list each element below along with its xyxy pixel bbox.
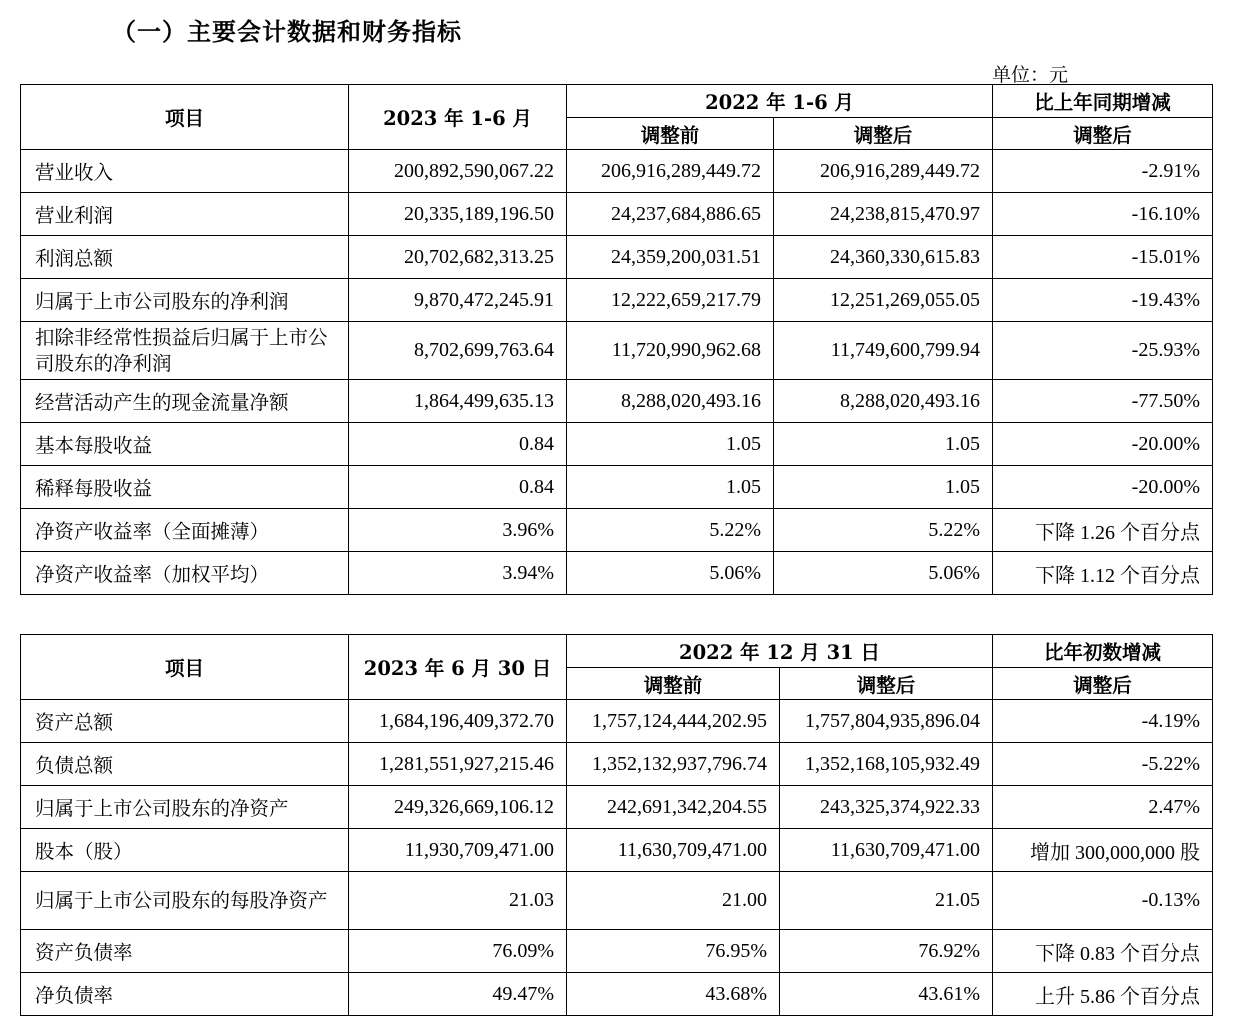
change-value-cell: -5.22% (993, 743, 1213, 786)
row-label-cell: 经营活动产生的现金流量净额 (21, 380, 349, 423)
before-adjust-value-cell: 76.95% (567, 930, 780, 973)
row-label-cell: 归属于上市公司股东的每股净资产 (21, 872, 349, 930)
current-value-cell: 249,326,669,106.12 (349, 786, 567, 829)
header-prior-before: 调整前 (567, 118, 774, 150)
current-value-cell: 1,864,499,635.13 (349, 380, 567, 423)
before-adjust-value-cell: 11,720,990,962.68 (567, 322, 774, 380)
row-label-cell: 利润总额 (21, 236, 349, 279)
change-value-cell: -20.00% (993, 466, 1213, 509)
row-label-cell: 基本每股收益 (21, 423, 349, 466)
after-adjust-value-cell: 1,352,168,105,932.49 (780, 743, 993, 786)
table-row (21, 552, 1213, 595)
before-adjust-value-cell: 1.05 (567, 423, 774, 466)
header-change-after: 调整后 (993, 118, 1213, 150)
before-adjust-value-cell: 43.68% (567, 973, 780, 1016)
current-value-cell: 21.03 (349, 872, 567, 930)
table-row (21, 423, 1213, 466)
current-value-cell: 76.09% (349, 930, 567, 973)
header-item: 项目 (21, 635, 349, 700)
change-value-cell: 下降 1.26 个百分点 (993, 509, 1213, 552)
after-adjust-value-cell: 1.05 (774, 423, 993, 466)
current-value-cell: 200,892,590,067.22 (349, 150, 567, 193)
table-row (21, 786, 1213, 829)
before-adjust-value-cell: 5.06% (567, 552, 774, 595)
table-row (21, 872, 1213, 930)
current-value-cell: 9,870,472,245.91 (349, 279, 567, 322)
current-value-cell: 1,684,196,409,372.70 (349, 700, 567, 743)
after-adjust-value-cell: 76.92% (780, 930, 993, 973)
row-label-cell: 扣除非经常性损益后归属于上市公司股东的净利润 (21, 322, 349, 380)
row-label-cell: 股本（股） (21, 829, 349, 872)
before-adjust-value-cell: 12,222,659,217.79 (567, 279, 774, 322)
unit-label: 单位：元 (992, 64, 1069, 86)
change-value-cell: -16.10% (993, 193, 1213, 236)
row-label-cell: 营业利润 (21, 193, 349, 236)
change-value-cell: -15.01% (993, 236, 1213, 279)
header-prior-period: 2022 年 1-6 月 (567, 85, 993, 118)
header-change: 比上年同期增减 (993, 85, 1213, 118)
after-adjust-value-cell: 24,238,815,470.97 (774, 193, 993, 236)
change-value-cell: -77.50% (993, 380, 1213, 423)
row-label-cell: 资产负债率 (21, 930, 349, 973)
table-row (21, 509, 1213, 552)
current-value-cell: 20,335,189,196.50 (349, 193, 567, 236)
after-adjust-value-cell: 11,630,709,471.00 (780, 829, 993, 872)
table-row (21, 973, 1213, 1016)
current-value-cell: 8,702,699,763.64 (349, 322, 567, 380)
row-label-cell: 营业收入 (21, 150, 349, 193)
change-value-cell: -20.00% (993, 423, 1213, 466)
row-label-cell: 净负债率 (21, 973, 349, 1016)
header-change: 比年初数增减 (993, 635, 1213, 668)
table-row (21, 322, 1213, 380)
after-adjust-value-cell: 24,360,330,615.83 (774, 236, 993, 279)
row-label-cell: 归属于上市公司股东的净利润 (21, 279, 349, 322)
change-value-cell: -4.19% (993, 700, 1213, 743)
header-item: 项目 (21, 85, 349, 150)
current-value-cell: 20,702,682,313.25 (349, 236, 567, 279)
before-adjust-value-cell: 5.22% (567, 509, 774, 552)
change-value-cell: 下降 1.12 个百分点 (993, 552, 1213, 595)
after-adjust-value-cell: 206,916,289,449.72 (774, 150, 993, 193)
row-label-cell: 净资产收益率（加权平均） (21, 552, 349, 595)
header-change-after: 调整后 (993, 668, 1213, 700)
before-adjust-value-cell: 24,359,200,031.51 (567, 236, 774, 279)
table-row (21, 193, 1213, 236)
after-adjust-value-cell: 21.05 (780, 872, 993, 930)
header-prior-after: 调整后 (774, 118, 993, 150)
after-adjust-value-cell: 243,325,374,922.33 (780, 786, 993, 829)
after-adjust-value-cell: 12,251,269,055.05 (774, 279, 993, 322)
financial-indicators-table (20, 84, 1213, 595)
row-label-cell: 归属于上市公司股东的净资产 (21, 786, 349, 829)
table-header-row (21, 635, 1213, 668)
row-label-cell: 负债总额 (21, 743, 349, 786)
after-adjust-value-cell: 5.22% (774, 509, 993, 552)
before-adjust-value-cell: 1.05 (567, 466, 774, 509)
balance-indicators-table (20, 634, 1213, 1016)
table-row (21, 743, 1213, 786)
after-adjust-value-cell: 1,757,804,935,896.04 (780, 700, 993, 743)
current-value-cell: 11,930,709,471.00 (349, 829, 567, 872)
change-value-cell: -25.93% (993, 322, 1213, 380)
after-adjust-value-cell: 11,749,600,799.94 (774, 322, 993, 380)
after-adjust-value-cell: 1.05 (774, 466, 993, 509)
header-prior-date: 2022 年 12 月 31 日 (567, 635, 993, 668)
header-current-period: 2023 年 1-6 月 (349, 85, 567, 150)
after-adjust-value-cell: 43.61% (780, 973, 993, 1016)
before-adjust-value-cell: 1,352,132,937,796.74 (567, 743, 780, 786)
change-value-cell: -2.91% (993, 150, 1213, 193)
row-label-cell: 净资产收益率（全面摊薄） (21, 509, 349, 552)
before-adjust-value-cell: 242,691,342,204.55 (567, 786, 780, 829)
change-value-cell: 增加 300,000,000 股 (993, 829, 1213, 872)
after-adjust-value-cell: 5.06% (774, 552, 993, 595)
change-value-cell: 下降 0.83 个百分点 (993, 930, 1213, 973)
table-row (21, 829, 1213, 872)
before-adjust-value-cell: 8,288,020,493.16 (567, 380, 774, 423)
before-adjust-value-cell: 206,916,289,449.72 (567, 150, 774, 193)
change-value-cell: -0.13% (993, 872, 1213, 930)
current-value-cell: 0.84 (349, 466, 567, 509)
header-prior-after: 调整后 (780, 668, 993, 700)
table-row (21, 466, 1213, 509)
change-value-cell: 2.47% (993, 786, 1213, 829)
table-row (21, 236, 1213, 279)
current-value-cell: 0.84 (349, 423, 567, 466)
table-row (21, 930, 1213, 973)
current-value-cell: 1,281,551,927,215.46 (349, 743, 567, 786)
change-value-cell: -19.43% (993, 279, 1213, 322)
after-adjust-value-cell: 8,288,020,493.16 (774, 380, 993, 423)
current-value-cell: 49.47% (349, 973, 567, 1016)
before-adjust-value-cell: 1,757,124,444,202.95 (567, 700, 780, 743)
current-value-cell: 3.94% (349, 552, 567, 595)
header-current-date: 2023 年 6 月 30 日 (349, 635, 567, 700)
before-adjust-value-cell: 24,237,684,886.65 (567, 193, 774, 236)
table-row (21, 700, 1213, 743)
table-row (21, 150, 1213, 193)
table-row (21, 279, 1213, 322)
table-row (21, 380, 1213, 423)
before-adjust-value-cell: 21.00 (567, 872, 780, 930)
current-value-cell: 3.96% (349, 509, 567, 552)
table-header-row (21, 85, 1213, 118)
row-label-cell: 资产总额 (21, 700, 349, 743)
before-adjust-value-cell: 11,630,709,471.00 (567, 829, 780, 872)
page-title: （一）主要会计数据和财务指标 (112, 18, 462, 46)
row-label-cell: 稀释每股收益 (21, 466, 349, 509)
header-prior-before: 调整前 (567, 668, 780, 700)
change-value-cell: 上升 5.86 个百分点 (993, 973, 1213, 1016)
